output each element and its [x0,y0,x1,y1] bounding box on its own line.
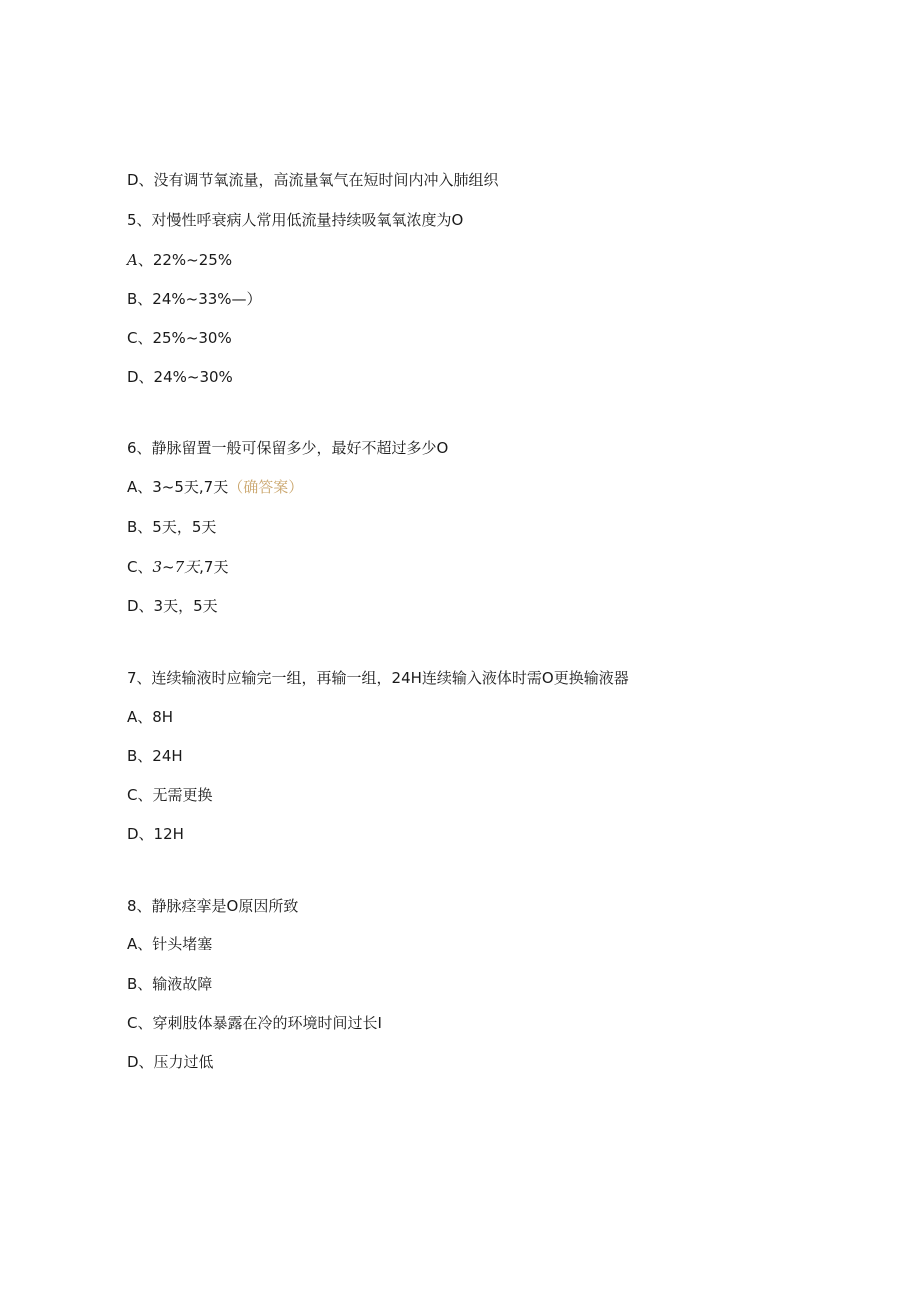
q6-answer-hint: （确答案） [228,478,304,496]
q6-option-d: D、3天，5天 [127,597,218,615]
q8-option-b: B、输液故障 [127,975,213,993]
q6-stem: 6、静脉留置一般可保留多少，最好不超过多少O [127,439,449,457]
q8-option-a: A、针头堵塞 [127,935,213,953]
q5-option-a [127,250,232,270]
q8-stem: 8、静脉痉挛是O原因所致 [127,897,299,915]
q8-option-c: C、穿刺肢体暴露在冷的环境时间过长I [127,1014,382,1032]
q7-stem: 7、连续输液时应输完一组，再输一组，24H连续输入液体时需O更换输液器 [127,669,629,687]
q5-option-d: D、24%~30% [127,368,233,386]
q5-option-a-letter: A [127,251,138,269]
q7-option-d: D、12H [127,825,184,843]
q7-option-a: A、8H [127,708,174,726]
q6-option-a-text: A、3~5天,7天 [127,478,229,496]
q6-option-c-prefix: C、 [127,558,153,576]
q8-option-d: D、压力过低 [127,1053,214,1071]
q6-option-b: B、5天，5天 [127,518,217,536]
q7-option-c: C、无需更换 [127,786,213,804]
q5-option-a-text: 、22%~25% [137,251,233,269]
q4-option-d: D、没有调节氧流量，高流量氧气在短时间内冲入肺组织 [127,171,499,189]
q5-option-b: B、24%~33%—） [127,290,262,308]
q6-option-c-italic: 3~7天 [152,558,200,576]
q7-option-b: B、24H [127,747,183,765]
q6-option-c-suffix: ,7天 [199,558,229,576]
q5-option-c: C、25%~30% [127,329,232,347]
q5-stem: 5、对慢性呼衰病人常用低流量持续吸氧氧浓度为O [127,211,464,229]
q6-option-a [127,477,303,497]
q6-option-c [127,557,228,577]
